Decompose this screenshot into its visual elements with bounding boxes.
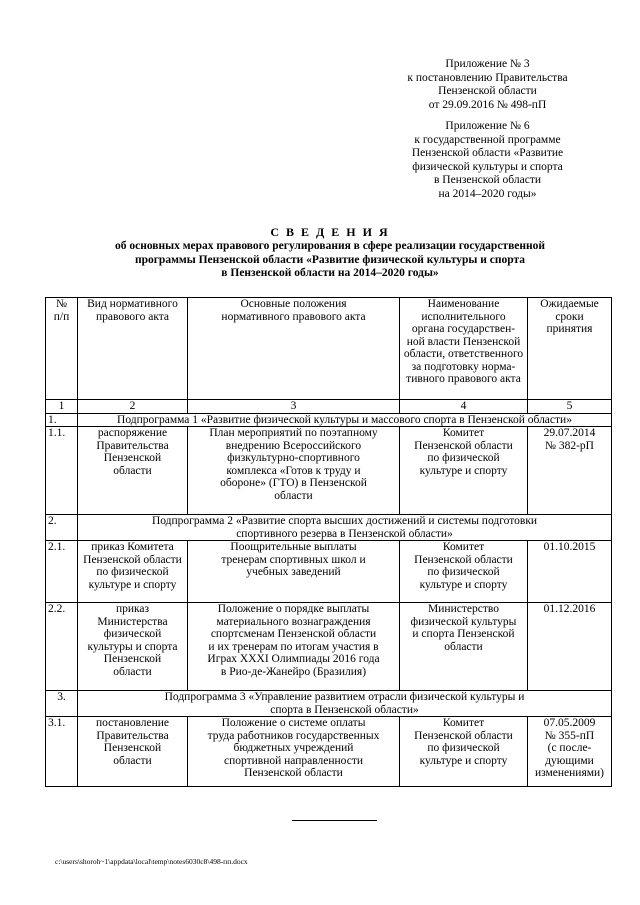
row-number: 2.2. (46, 603, 78, 691)
subtitle-line: в Пензенской области на 2014–2020 годы» (221, 267, 439, 279)
program-line: на 2014–2020 годы» (438, 187, 537, 200)
closing-rule (292, 820, 377, 821)
footer-file-path: c:\users\shoroh~1\appdata\local\temp\notes6030c8\498-пп.docx (55, 857, 248, 866)
subprogram-title: Подпрограмма 2 «Развитие спорта высших достижений и системы подготовки спортивного резерва в Пензенской области» (78, 515, 612, 541)
header-cell-organ: Наименование исполнительного органа государствен- ной власти Пензенской области, ответственного за подготовку норма- тивного правового акта (400, 298, 528, 400)
program-line: Пензенской области «Развитие (411, 147, 564, 159)
subprogram-row (46, 413, 612, 427)
subtitle-line: программы Пензенской области «Развитие физической культуры и спорта (134, 253, 526, 266)
measures-table (45, 297, 612, 787)
header-cell-term: Ожидаемые сроки принятия (528, 298, 612, 400)
program-line: Приложение № 6 (445, 120, 530, 132)
row-number: 3.1. (46, 717, 78, 787)
row-number: 1.1. (46, 427, 78, 515)
organ-cell: Комитет Пензенской области по физической культуре и спорту (400, 541, 528, 603)
program-line: физической культуры и спорта (412, 160, 563, 173)
table-row (46, 717, 612, 787)
column-number-row (46, 400, 612, 414)
subprogram-number: 1. (46, 413, 78, 427)
column-number: 2 (78, 400, 188, 414)
appendix-line: Приложение № 3 (445, 58, 530, 70)
appendix-line: Пензенской области (438, 85, 537, 97)
term-cell: 01.10.2015 (528, 541, 612, 603)
act-type-cell: приказ Комитета Пензенской области по физической культуре и спорту (78, 541, 188, 603)
table-row (46, 427, 612, 515)
appendix-program-block (380, 120, 595, 201)
program-line: к государственной программе (414, 133, 561, 146)
act-type-cell: постановление Правительства Пензенской области (78, 717, 188, 787)
subprogram-title: Подпрограмма 3 «Управление развитием отрасли физической культуры и спорта в Пензенской области» (78, 691, 612, 717)
appendix-line: к постановлению Правительства (407, 71, 568, 84)
document-subtitle (40, 240, 620, 281)
content-cell: План мероприятий по поэтапному внедрению Всероссийского физкультурно-спортивного комплекса «Готов к труду и обороне» (ГТО) в Пензенской области (188, 427, 400, 515)
header-cell-content: Основные положения нормативного правового акта (188, 298, 400, 400)
content-cell: Положение о порядке выплаты материального вознаграждения спортсменам Пензенской области и их тренерам по итогам участия в Играх XXXI Олимпиады 2016 года в Рио-де-Жанейро (Бразилия) (188, 603, 400, 691)
column-number: 3 (188, 400, 400, 414)
act-type-cell: приказ Министерства физической культуры и спорта Пензенской области (78, 603, 188, 691)
program-line: в Пензенской области (434, 174, 541, 186)
table-header-row (46, 298, 612, 400)
subprogram-row (46, 515, 612, 541)
organ-cell: Комитет Пензенской области по физической культуре и спорту (400, 717, 528, 787)
act-type-cell: распоряжение Правительства Пензенской области (78, 427, 188, 515)
column-number: 4 (400, 400, 528, 414)
column-number: 1 (46, 400, 78, 414)
header-cell-act-type: Вид нормативного правового акта (78, 298, 188, 400)
subprogram-title: Подпрограмма 1 «Развитие физической культуры и массового спорта в Пензенской области» (78, 413, 612, 427)
document-title: С В Е Д Е Н И Я (270, 225, 390, 239)
table-row (46, 541, 612, 603)
column-number: 5 (528, 400, 612, 414)
term-cell: 07.05.2009 № 355-пП (с после- дующими изменениями) (528, 717, 612, 787)
subtitle-line: об основных мерах правового регулирования в сфере реализации государственной (114, 240, 546, 252)
subprogram-number: 2. (46, 515, 78, 541)
content-cell: Поощрительные выплаты тренерам спортивных школ и учебных заведений (188, 541, 400, 603)
table-row (46, 603, 612, 691)
appendix-line: от 29.09.2016 № 498-пП (428, 98, 547, 111)
appendix-resolution-block (380, 58, 595, 112)
organ-cell: Министерство физической культуры и спорта Пензенской области (400, 603, 528, 691)
subprogram-row (46, 691, 612, 717)
subprogram-number: 3. (46, 691, 78, 717)
row-number: 2.1. (46, 541, 78, 603)
header-cell-number: № п/п (46, 298, 78, 400)
content-cell: Положение о системе оплаты труда работников государственных бюджетных учреждений спортивной направленности Пензенской области (188, 717, 400, 787)
term-cell: 29.07.2014 № 382-рП (528, 427, 612, 515)
term-cell: 01.12.2016 (528, 603, 612, 691)
organ-cell: Комитет Пензенской области по физической культуре и спорту (400, 427, 528, 515)
